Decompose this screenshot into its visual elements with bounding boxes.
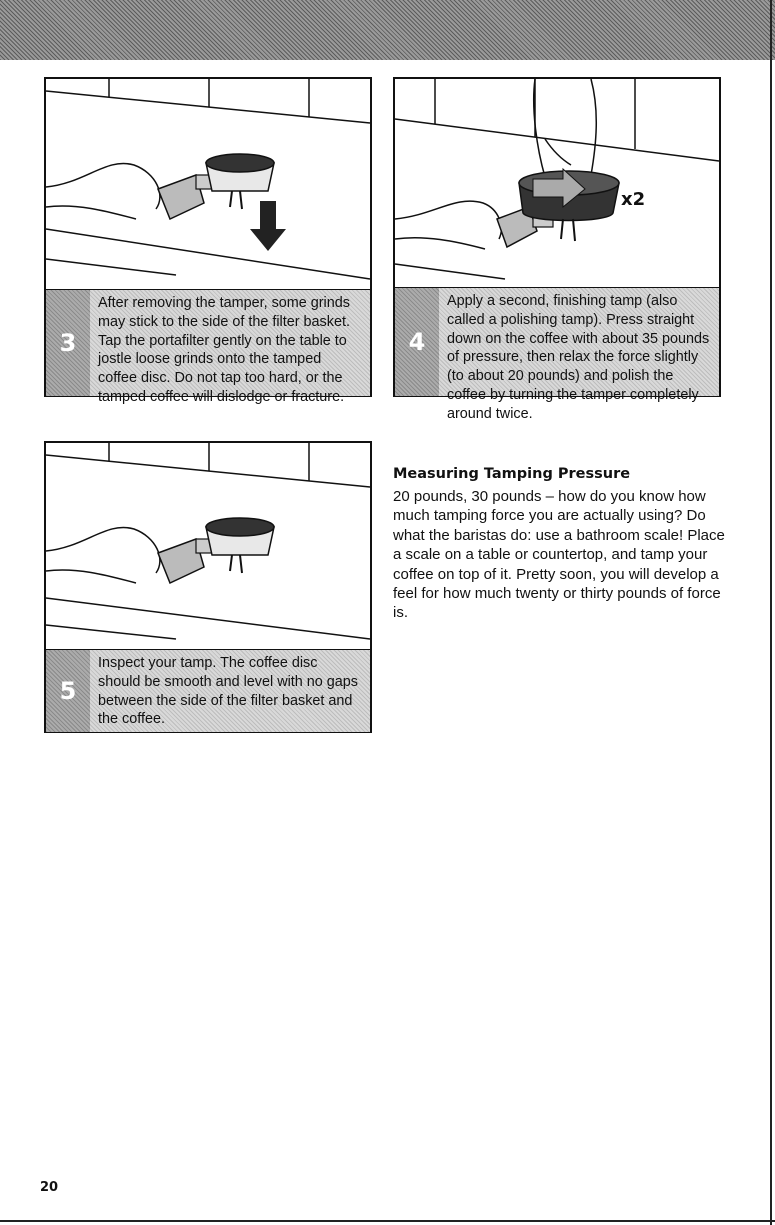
step-3-band — [46, 289, 370, 405]
step-5-text: Inspect your tamp. The coffee disc should be smooth and level with no gaps between the side of the filter basket and the coffee. — [98, 655, 359, 728]
bottom-rule — [0, 1220, 775, 1222]
step-3-text: After removing the tamper, some grinds may stick to the side of the filter basket. Tap the portafilter gently on the table to jostle loose grinds onto the tamped coffee disc. Do not tap too hard, or the tamped coffee will dislodge or fracture. — [98, 295, 350, 405]
sidebar-title: Measuring Tamping Pressure — [393, 466, 631, 482]
step-3-panel — [44, 77, 372, 405]
step-4-band — [395, 287, 719, 422]
sidebar-body: 20 pounds, 30 pounds – how do you know how much tamping force you are actually using? Do what the baristas do: use a bathroom scale! Place a scale on a table or countertop, and tamp your coffee on top of it. Pretty soon, you will develop a feel for how much twenty or thirty pounds of force is. — [393, 488, 725, 622]
step-5-panel — [44, 441, 372, 733]
page-edge-line — [770, 0, 772, 1225]
header-band — [0, 0, 775, 60]
step-4-panel — [393, 77, 721, 422]
step-5-number: 5 — [46, 650, 90, 732]
x2-label: x2 — [621, 189, 646, 210]
step-5-illustration — [46, 443, 370, 649]
step-4-number: 4 — [395, 288, 439, 396]
step-3-number: 3 — [46, 290, 90, 396]
step-5-band — [46, 649, 370, 732]
step-3-illustration — [46, 79, 370, 289]
step-4-text: Apply a second, finishing tamp (also called a polishing tamp). Press straight down on the coffee with about 35 pounds of pressure, then relax the force slightly (to about 20 pounds) and polish the coffee by turning the tamper completely around twice. — [447, 293, 710, 422]
page-number: 20 — [40, 1180, 59, 1195]
step-4-illustration — [395, 79, 719, 287]
